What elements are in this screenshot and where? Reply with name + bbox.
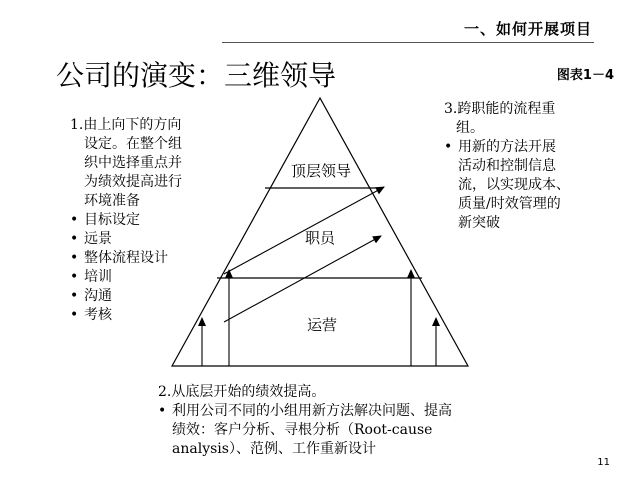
right-heading-line: 3.跨职能的流程重: [444, 101, 556, 117]
slide-title: 公司的演变：三维领导: [56, 59, 337, 92]
left-heading-line: 为绩效提高进行: [84, 174, 182, 190]
right-bullet-line: 质量/时效管理的: [458, 196, 561, 212]
diagonal-arrow-lower: [224, 236, 381, 322]
left-heading-line: 织中选择重点并: [84, 155, 182, 171]
right-bullet: • 用新的方法开展: [444, 138, 594, 157]
left-bullet: • 目标设定: [70, 211, 220, 230]
bottom-heading: 2.从底层开始的绩效提高。: [158, 384, 326, 400]
diagonal-arrow-upper: [224, 187, 384, 274]
left-bullet: • 培训: [70, 268, 220, 287]
level-label-bottom: 运营: [306, 316, 338, 334]
bottom-bullet-list: [158, 402, 498, 421]
bottom-bullet: • 利用公司不同的小组用新方法解决问题、提高: [158, 402, 498, 421]
left-bullet: • 整体流程设计: [70, 249, 220, 268]
bottom-bullet-line: analysis）、范例、工作重新设计: [172, 441, 376, 457]
level-label-middle: 职员: [304, 229, 336, 247]
left-heading-line: 设定。在整个组: [84, 136, 182, 152]
right-heading-line: 组。: [456, 120, 484, 136]
bottom-text-block: [158, 383, 498, 459]
left-heading-line: 1.由上向下的方向: [70, 117, 182, 133]
figure-label: 图表1－4: [556, 68, 614, 83]
left-bullet: • 远景: [70, 230, 220, 249]
left-bullet: • 沟通: [70, 287, 220, 306]
bottom-bullet-line: 绩效：客户分析、寻根分析（Root-cause: [172, 422, 433, 438]
section-header: 一、如何开展项目: [463, 20, 592, 38]
right-bullet-line: 流，以实现成本、: [458, 177, 570, 193]
level-label-top: 顶层领导: [290, 162, 352, 180]
right-bullet-line: 活动和控制信息: [458, 158, 556, 174]
left-bullet: • 考核: [70, 306, 220, 325]
page-number: 11: [597, 457, 610, 468]
right-bullet-line: 新突破: [458, 215, 500, 231]
left-heading-line: 环境准备: [84, 193, 140, 209]
